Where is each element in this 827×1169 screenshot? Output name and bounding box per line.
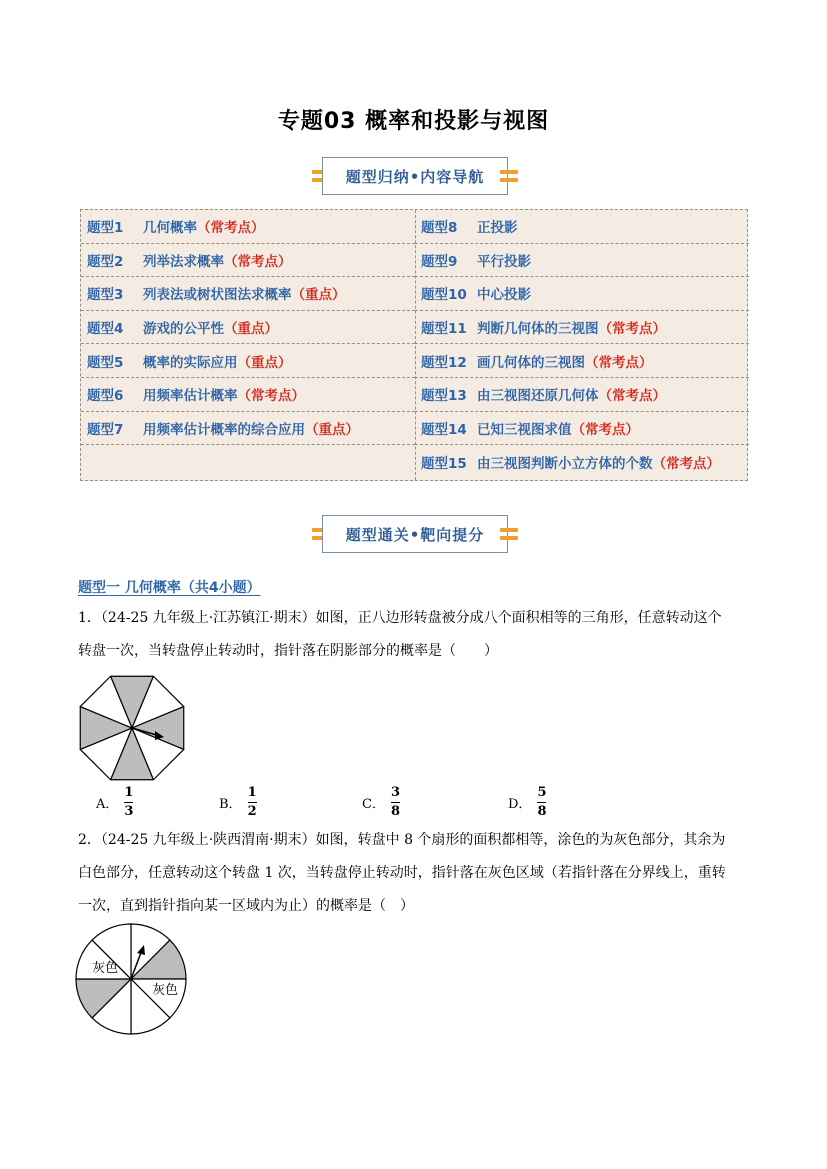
nav-num: 题型4 bbox=[87, 321, 124, 338]
denominator: 8 bbox=[537, 803, 547, 819]
question-1-line: 1．（24-25 九年级上·江苏镇江·期末）如图，正八边形转盘被分成八个面积相等的三角形，任意转动这个 bbox=[78, 610, 722, 626]
denominator: 8 bbox=[390, 803, 400, 819]
nav-row[interactable] bbox=[415, 277, 749, 311]
nav-name: 几何概率 bbox=[143, 220, 197, 237]
option-label: D． bbox=[508, 796, 532, 812]
nav-row bbox=[81, 445, 415, 479]
question-1-text bbox=[78, 602, 758, 668]
nav-name: 用频率估计概率 bbox=[143, 388, 238, 405]
nav-num: 题型13 bbox=[421, 388, 467, 405]
option-a[interactable] bbox=[96, 782, 133, 822]
nav-num: 题型2 bbox=[87, 253, 124, 270]
nav-row[interactable] bbox=[81, 311, 415, 345]
option-d[interactable] bbox=[508, 782, 546, 822]
nav-tag: （常考点） bbox=[652, 455, 720, 472]
nav-name: 概率的实际应用 bbox=[143, 354, 238, 371]
practice-banner-label: 题型通关•靶向提分 bbox=[322, 515, 508, 553]
nav-num: 题型11 bbox=[421, 321, 467, 338]
gray-label-left: 灰色 bbox=[92, 961, 119, 976]
circle-spinner-figure bbox=[74, 922, 188, 1036]
gray-label-right: 灰色 bbox=[152, 983, 179, 998]
denominator: 2 bbox=[247, 803, 257, 819]
nav-row[interactable] bbox=[81, 210, 415, 244]
option-label: B． bbox=[219, 796, 242, 812]
question-1-line: 转盘一次，当转盘停止转动时，指针落在阴影部分的概率是（ ） bbox=[78, 643, 498, 659]
nav-row[interactable] bbox=[415, 244, 749, 278]
question-2-text bbox=[78, 824, 758, 923]
nav-banner bbox=[312, 157, 518, 195]
nav-num: 题型9 bbox=[421, 253, 458, 270]
nav-num: 题型10 bbox=[421, 287, 467, 304]
option-label: A． bbox=[96, 796, 119, 812]
nav-tag: （重点） bbox=[237, 354, 292, 371]
nav-row[interactable] bbox=[415, 378, 749, 412]
numerator: 1 bbox=[124, 784, 134, 800]
nav-tag: （常考点） bbox=[571, 421, 639, 438]
nav-name: 由三视图判断小立方体的个数 bbox=[477, 455, 653, 472]
nav-row[interactable] bbox=[415, 344, 749, 378]
nav-tag: （常考点） bbox=[237, 388, 305, 405]
nav-banner-label: 题型归纳•内容导航 bbox=[322, 157, 508, 195]
fraction bbox=[124, 786, 133, 819]
nav-name: 已知三视图求值 bbox=[477, 421, 572, 438]
nav-num: 题型15 bbox=[421, 455, 467, 472]
banner-right-deco bbox=[500, 524, 518, 544]
nav-name: 画几何体的三视图 bbox=[477, 354, 585, 371]
nav-row[interactable] bbox=[81, 277, 415, 311]
page-title: 专题03 概率和投影与视图 bbox=[277, 109, 550, 134]
nav-num: 题型7 bbox=[87, 421, 124, 438]
numerator: 1 bbox=[247, 784, 257, 800]
denominator: 3 bbox=[124, 803, 134, 819]
nav-name: 游戏的公平性 bbox=[143, 321, 224, 338]
nav-row[interactable] bbox=[81, 244, 415, 278]
nav-tag: （常考点） bbox=[598, 388, 666, 405]
nav-num: 题型12 bbox=[421, 354, 467, 371]
nav-name: 用频率估计概率的综合应用 bbox=[143, 421, 305, 438]
option-c[interactable] bbox=[362, 782, 400, 822]
nav-row[interactable] bbox=[415, 311, 749, 345]
question-2-line: 2．（24-25 九年级上·陕西渭南·期末）如图，转盘中 8 个扇形的面积都相等，涂色的为灰色部分，其余为 bbox=[78, 832, 726, 848]
nav-name: 列举法求概率 bbox=[143, 253, 224, 270]
question-2-line: 白色部分，任意转动这个转盘 1 次，当转盘停止转动时，指针落在灰色区域（若指针落在分界线上，重转 bbox=[78, 865, 726, 881]
nav-row[interactable] bbox=[415, 445, 749, 479]
nav-num: 题型3 bbox=[87, 287, 124, 304]
nav-num: 题型14 bbox=[421, 421, 467, 438]
fraction bbox=[537, 786, 546, 819]
nav-name: 中心投影 bbox=[477, 287, 531, 304]
fraction bbox=[391, 786, 400, 819]
practice-banner bbox=[312, 515, 518, 553]
nav-tag: （常考点） bbox=[224, 253, 292, 270]
nav-right-column bbox=[415, 210, 749, 479]
option-b[interactable] bbox=[219, 782, 257, 822]
nav-tag: （常考点） bbox=[598, 321, 666, 338]
nav-name: 正投影 bbox=[477, 220, 518, 237]
nav-row[interactable] bbox=[415, 210, 749, 244]
nav-name: 平行投影 bbox=[477, 253, 531, 270]
nav-num: 题型1 bbox=[87, 220, 124, 237]
nav-tag: （常考点） bbox=[585, 354, 653, 371]
numerator: 3 bbox=[390, 784, 400, 800]
content-navigation-table bbox=[80, 209, 748, 481]
nav-name: 列表法或树状图法求概率 bbox=[143, 287, 292, 304]
numerator: 5 bbox=[537, 784, 547, 800]
nav-name: 判断几何体的三视图 bbox=[477, 321, 599, 338]
nav-row[interactable] bbox=[81, 412, 415, 446]
fraction bbox=[248, 786, 257, 819]
nav-row[interactable] bbox=[81, 378, 415, 412]
nav-tag: （重点） bbox=[224, 321, 278, 338]
question-1-options bbox=[0, 782, 827, 822]
nav-tag: （常考点） bbox=[197, 220, 265, 237]
nav-tag: （重点） bbox=[291, 287, 346, 304]
section-heading: 题型一 几何概率（共4小题） bbox=[78, 580, 261, 596]
nav-row[interactable] bbox=[415, 412, 749, 446]
nav-name: 由三视图还原几何体 bbox=[477, 388, 599, 405]
option-label: C． bbox=[362, 796, 385, 812]
octagon-spinner-figure bbox=[74, 670, 190, 786]
nav-num: 题型6 bbox=[87, 388, 124, 405]
nav-num: 题型5 bbox=[87, 354, 124, 371]
nav-left-column bbox=[81, 210, 416, 480]
question-2-line: 一次，直到指针指向某一区域内为止）的概率是（ ） bbox=[78, 898, 414, 914]
nav-row[interactable] bbox=[81, 344, 415, 378]
nav-num: 题型8 bbox=[421, 220, 458, 237]
banner-right-deco bbox=[500, 166, 518, 186]
nav-tag: （重点） bbox=[305, 421, 359, 438]
